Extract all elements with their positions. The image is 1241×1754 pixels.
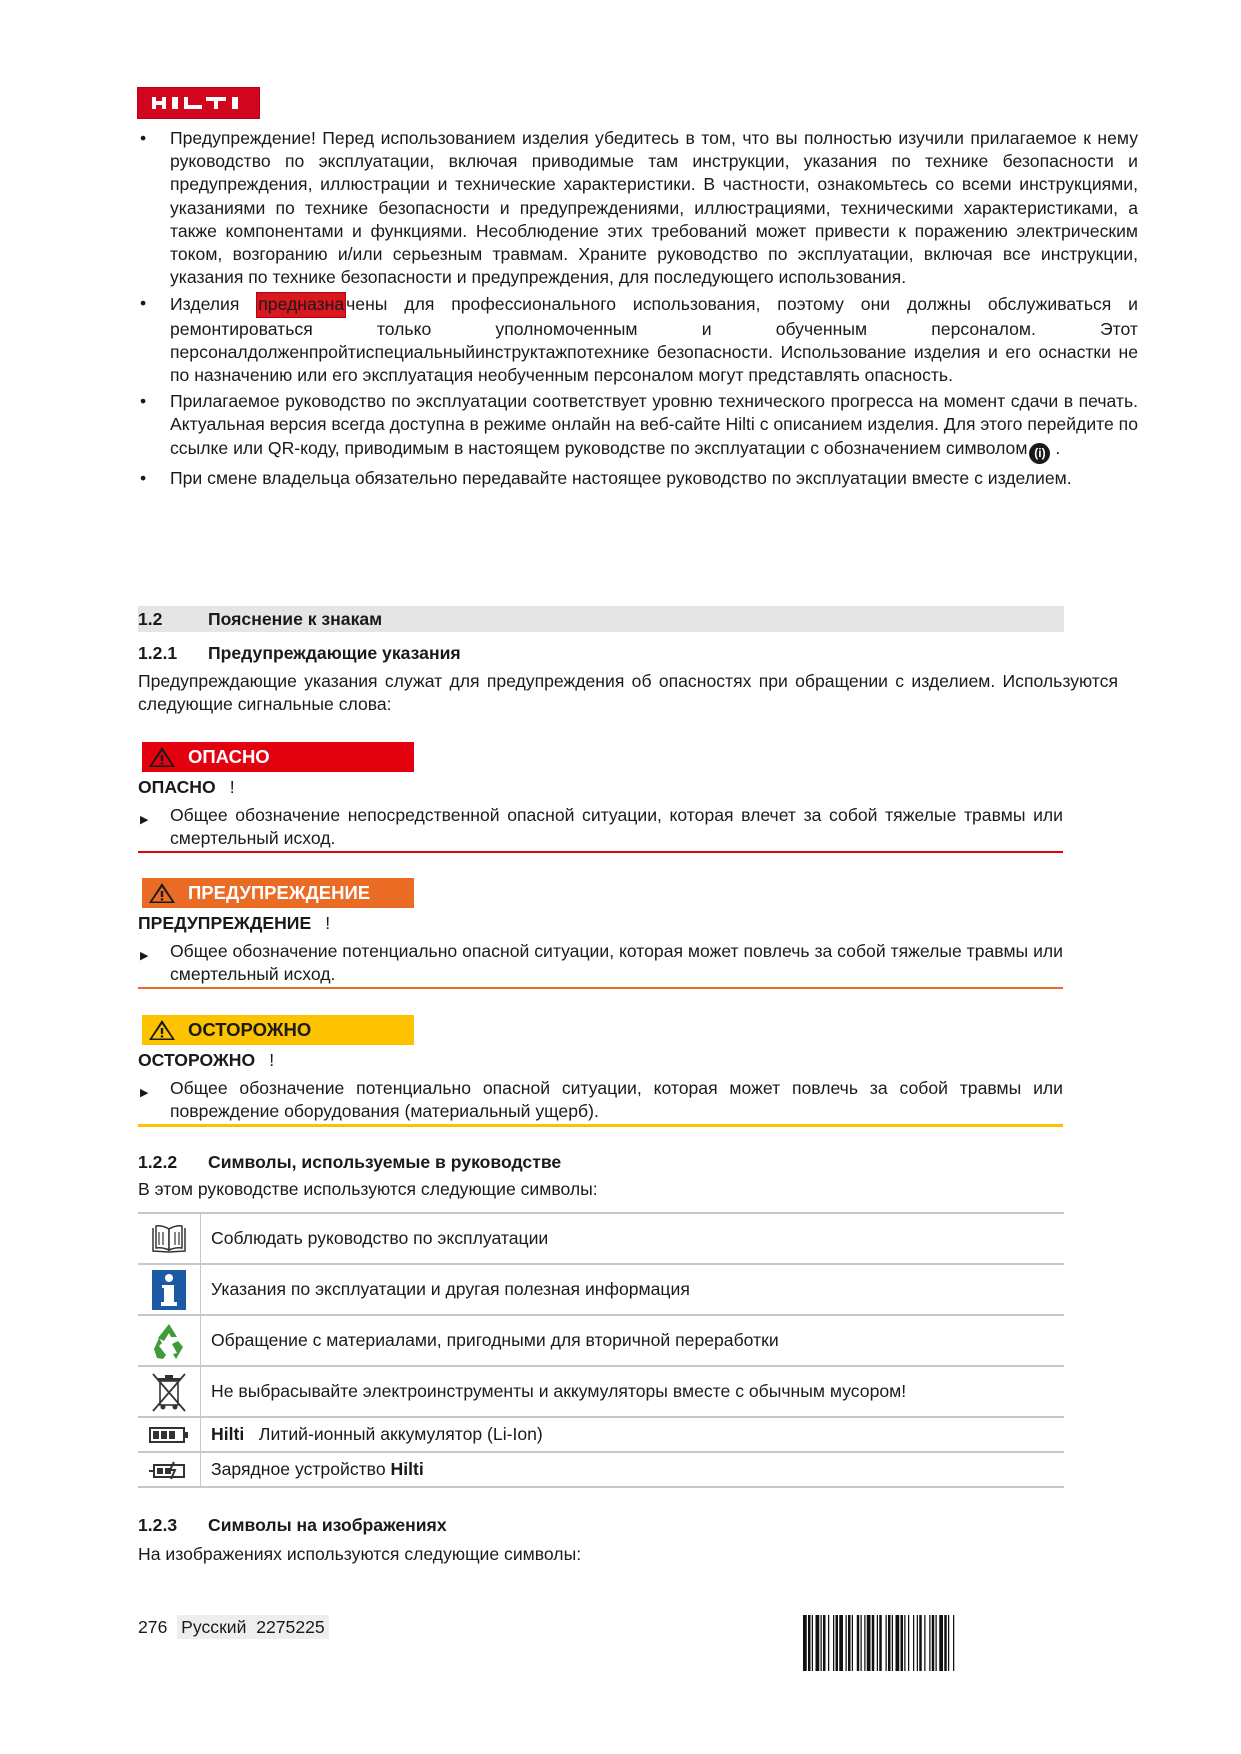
- brand-name: Hilti: [390, 1459, 424, 1479]
- intro-bullet: [138, 467, 1138, 490]
- barcode-bar: [919, 1615, 922, 1671]
- table-row: [138, 1264, 1064, 1315]
- hilti-logo-mark: [138, 88, 259, 118]
- barcode-bar: [939, 1615, 943, 1671]
- icon-cell: [138, 1366, 201, 1417]
- section-1-2-3-heading: [138, 1515, 447, 1536]
- symbol-description: Указания по эксплуатации и другая полезная информация: [201, 1264, 1065, 1315]
- battery-icon: [149, 1426, 189, 1444]
- barcode-image: [803, 1615, 1056, 1671]
- intro-bullet: [138, 390, 1138, 463]
- exclamation: !: [325, 913, 331, 933]
- section-1-2-3-text: На изображениях используются следующие символы:: [138, 1544, 582, 1564]
- danger-description: [138, 804, 1063, 850]
- section-number: 1.2.3: [138, 1515, 178, 1535]
- barcode-bar: [846, 1615, 847, 1671]
- bullet-text: Прилагаемое руководство по эксплуатации соответствует уровню технического прогресса на момент сдачи в печать. Актуальная версия всегда доступна в режиме онлайн на веб-сайте Hilti с описанием изделия. Для этого перейдите по ссылке или QR-коду, приводимым в настоящем руководстве по эксплуатации с обозначением символом: [170, 391, 1138, 458]
- barcode-bar: [836, 1615, 839, 1671]
- barcode-bar: [821, 1615, 822, 1671]
- bullet-text: При смене владельца обязательно передавайте настоящее руководство по эксплуатации вместе с изделием.: [170, 467, 1072, 488]
- section-1-2-2-heading: [138, 1152, 561, 1173]
- danger-divider: [138, 851, 1063, 853]
- barcode-bar: [808, 1615, 811, 1671]
- section-1-2-heading: [138, 606, 1064, 632]
- badge-label: ОСТОРОЖНО: [188, 1019, 312, 1040]
- description-text: Литий-ионный аккумулятор (Li-Ion): [258, 1424, 543, 1444]
- barcode-bar: [892, 1615, 893, 1671]
- description-text: Зарядное устройство: [211, 1459, 386, 1479]
- barcode-bar: [839, 1615, 843, 1671]
- danger-signal-word: [138, 777, 235, 798]
- barcode-bar: [932, 1615, 935, 1671]
- table-row: [138, 1315, 1064, 1366]
- warning-badge: [142, 878, 414, 908]
- barcode-bar: [823, 1615, 826, 1671]
- section-1-2-1-text: Предупреждающие указания служат для предупреждения об опасностях при обращении с изделием. Используются следующие сигнальные слова:: [138, 671, 1118, 714]
- section-number: 1.2.2: [138, 1152, 178, 1172]
- barcode-bar: [948, 1615, 949, 1671]
- signal-word-text: ОПАСНО: [138, 777, 216, 797]
- hilti-logo: [137, 87, 260, 119]
- barcode-bar: [924, 1615, 925, 1671]
- section-number: 1.2: [138, 609, 163, 629]
- exclamation: !: [229, 777, 235, 797]
- bullet-text-end: .: [1050, 437, 1061, 458]
- barcode-bar: [879, 1615, 882, 1671]
- barcode-bar: [877, 1615, 878, 1671]
- barcode-bar: [944, 1615, 947, 1671]
- bullet-text: Изделия: [170, 294, 257, 315]
- symbol-description: [201, 1417, 1065, 1452]
- caution-description: [138, 1077, 1063, 1123]
- table-row: [138, 1417, 1064, 1452]
- warning-signal-word: [138, 913, 330, 934]
- barcode-bar: [852, 1615, 853, 1671]
- arrow-bullet: ▶: [140, 814, 149, 826]
- arrow-bullet: ▶: [140, 1087, 149, 1099]
- symbols-table: [138, 1212, 1064, 1488]
- barcode-bar: [828, 1615, 829, 1671]
- bullet-marker: •: [140, 293, 147, 314]
- symbol-description: Не выбрасывайте электроинструменты и аккумуляторы вместе с обычным мусором!: [201, 1366, 1065, 1417]
- barcode-bar: [857, 1615, 860, 1671]
- barcode-bar: [901, 1615, 904, 1671]
- section-number: 1.2.1: [138, 643, 178, 663]
- highlighted-word: предназна: [256, 292, 346, 317]
- bullet-marker: •: [140, 391, 147, 412]
- barcode-bar: [886, 1615, 887, 1671]
- table-row: [138, 1452, 1064, 1487]
- caution-divider: [138, 1124, 1063, 1127]
- symbol-description: Обращение с материалами, пригодными для вторичной переработки: [201, 1315, 1065, 1366]
- exclamation: !: [269, 1050, 275, 1070]
- signal-description-text: Общее обозначение непосредственной опасной ситуации, которая влечет за собой тяжелые травмы или смертельный исход.: [170, 805, 1063, 848]
- section-title: Предупреждающие указания: [208, 643, 461, 663]
- bullet-text-cont: чены для профессионального использования, поэтому они должны обслуживаться и ремонтироваться только уполномоченным и обученным персоналом. Этот персоналдолженпройтиспециальныйинструктажпотехнике безопасности. Использование изделия и его оснастки не по назначению или его эксплуатация необученным персоналом могут представлять опасность.: [170, 294, 1138, 386]
- warning-description: [138, 940, 1063, 986]
- danger-badge: [142, 742, 414, 772]
- section-title: Пояснение к знакам: [208, 609, 383, 629]
- barcode-bar: [917, 1615, 918, 1671]
- barcode-bar: [929, 1615, 930, 1671]
- barcode-bar: [953, 1615, 954, 1671]
- page-number: 276: [138, 1617, 168, 1637]
- barcode-bar: [816, 1615, 820, 1671]
- section-title: Символы, используемые в руководстве: [208, 1152, 562, 1172]
- badge-label: ОПАСНО: [188, 746, 270, 767]
- bullet-marker: •: [140, 128, 147, 148]
- icon-cell: [138, 1315, 201, 1366]
- caution-badge: [142, 1015, 414, 1045]
- barcode-bar: [864, 1615, 865, 1671]
- barcode-bar: [872, 1615, 875, 1671]
- intro-bullet: [138, 127, 1138, 289]
- table-row: [138, 1366, 1064, 1417]
- barcode-bar: [848, 1615, 851, 1671]
- warning-triangle-icon: [148, 1019, 176, 1041]
- barcode-bar: [812, 1615, 813, 1671]
- symbol-description: [201, 1452, 1065, 1487]
- page-footer: [138, 1617, 329, 1638]
- language-label: [177, 1615, 329, 1639]
- section-title: Символы на изображениях: [208, 1515, 447, 1535]
- recycling-icon: [149, 1321, 189, 1361]
- charger-icon: [148, 1459, 190, 1481]
- symbol-description: Соблюдать руководство по эксплуатации: [201, 1213, 1065, 1264]
- signal-description-text: Общее обозначение потенциально опасной ситуации, которая может повлечь за собой тяжелые травмы или смертельный исход.: [170, 941, 1064, 984]
- barcode-bar: [913, 1615, 914, 1671]
- signal-word-text: ОСТОРОЖНО: [138, 1050, 256, 1070]
- signal-description-text: Общее обозначение потенциально опасной ситуации, которая может повлечь за собой травмы или повреждение оборудования (материальный ущерб).: [170, 1078, 1063, 1121]
- barcode-bar: [904, 1615, 905, 1671]
- warning-triangle-icon: [148, 882, 176, 904]
- badge-label: ПРЕДУПРЕЖДЕНИЕ: [188, 882, 371, 903]
- barcode-bar: [936, 1615, 937, 1671]
- barcode-bar: [908, 1615, 909, 1671]
- barcode-bar: [896, 1615, 900, 1671]
- icon-cell: [138, 1264, 201, 1315]
- barcode-bar: [888, 1615, 891, 1671]
- warning-triangle-icon: [148, 746, 176, 768]
- warning-divider: [138, 987, 1063, 989]
- section-1-2-2-text: В этом руководстве используются следующие символы:: [138, 1179, 598, 1199]
- info-icon: [152, 1270, 186, 1310]
- doc-number: 2275225: [256, 1617, 325, 1637]
- bullet-text: Предупреждение! Перед использованием изделия убедитесь в том, что вы полностью изучили прилагаемое к нему руководство по эксплуатации, включая приводимые там инструкции, указания по технике безопасности и предупреждения, иллюстрации и технические характеристики. В частности, ознакомьтесь со всеми инструкциями, указаниями по технике безопасности и предупреждениями, иллюстрациями, техническими характеристиками, а также компонентами и функциями. Несоблюдение этих требований может привести к поражению электрическим током, возгоранию и/или серьезным травмам. Храните руководство по эксплуатации, включая все инструкции, указания по технике безопасности и предупреждения, для последующего использования.: [170, 128, 1138, 288]
- barcode-bar: [861, 1615, 862, 1671]
- signal-word-text: ПРЕДУПРЕЖДЕНИЕ: [138, 913, 312, 933]
- caution-signal-word: [138, 1050, 274, 1071]
- crossed-bin-icon: [149, 1371, 189, 1413]
- arrow-bullet: ▶: [140, 950, 149, 962]
- intro-bullets: [138, 127, 1138, 493]
- brand-name: Hilti: [211, 1424, 245, 1444]
- manual-book-icon: [150, 1223, 188, 1255]
- icon-cell: [138, 1417, 201, 1452]
- barcode-bar: [867, 1615, 871, 1671]
- section-1-2-1-heading: [138, 643, 461, 664]
- language-text: Русский: [181, 1617, 247, 1637]
- icon-cell: [138, 1452, 201, 1487]
- online-manual-symbol-icon: (i): [1029, 443, 1050, 464]
- bullet-marker: •: [140, 467, 147, 488]
- icon-cell: [138, 1213, 201, 1264]
- barcode-bar: [833, 1615, 834, 1671]
- barcode-bar: [803, 1615, 807, 1671]
- intro-bullet: [138, 292, 1138, 387]
- table-row: [138, 1213, 1064, 1264]
